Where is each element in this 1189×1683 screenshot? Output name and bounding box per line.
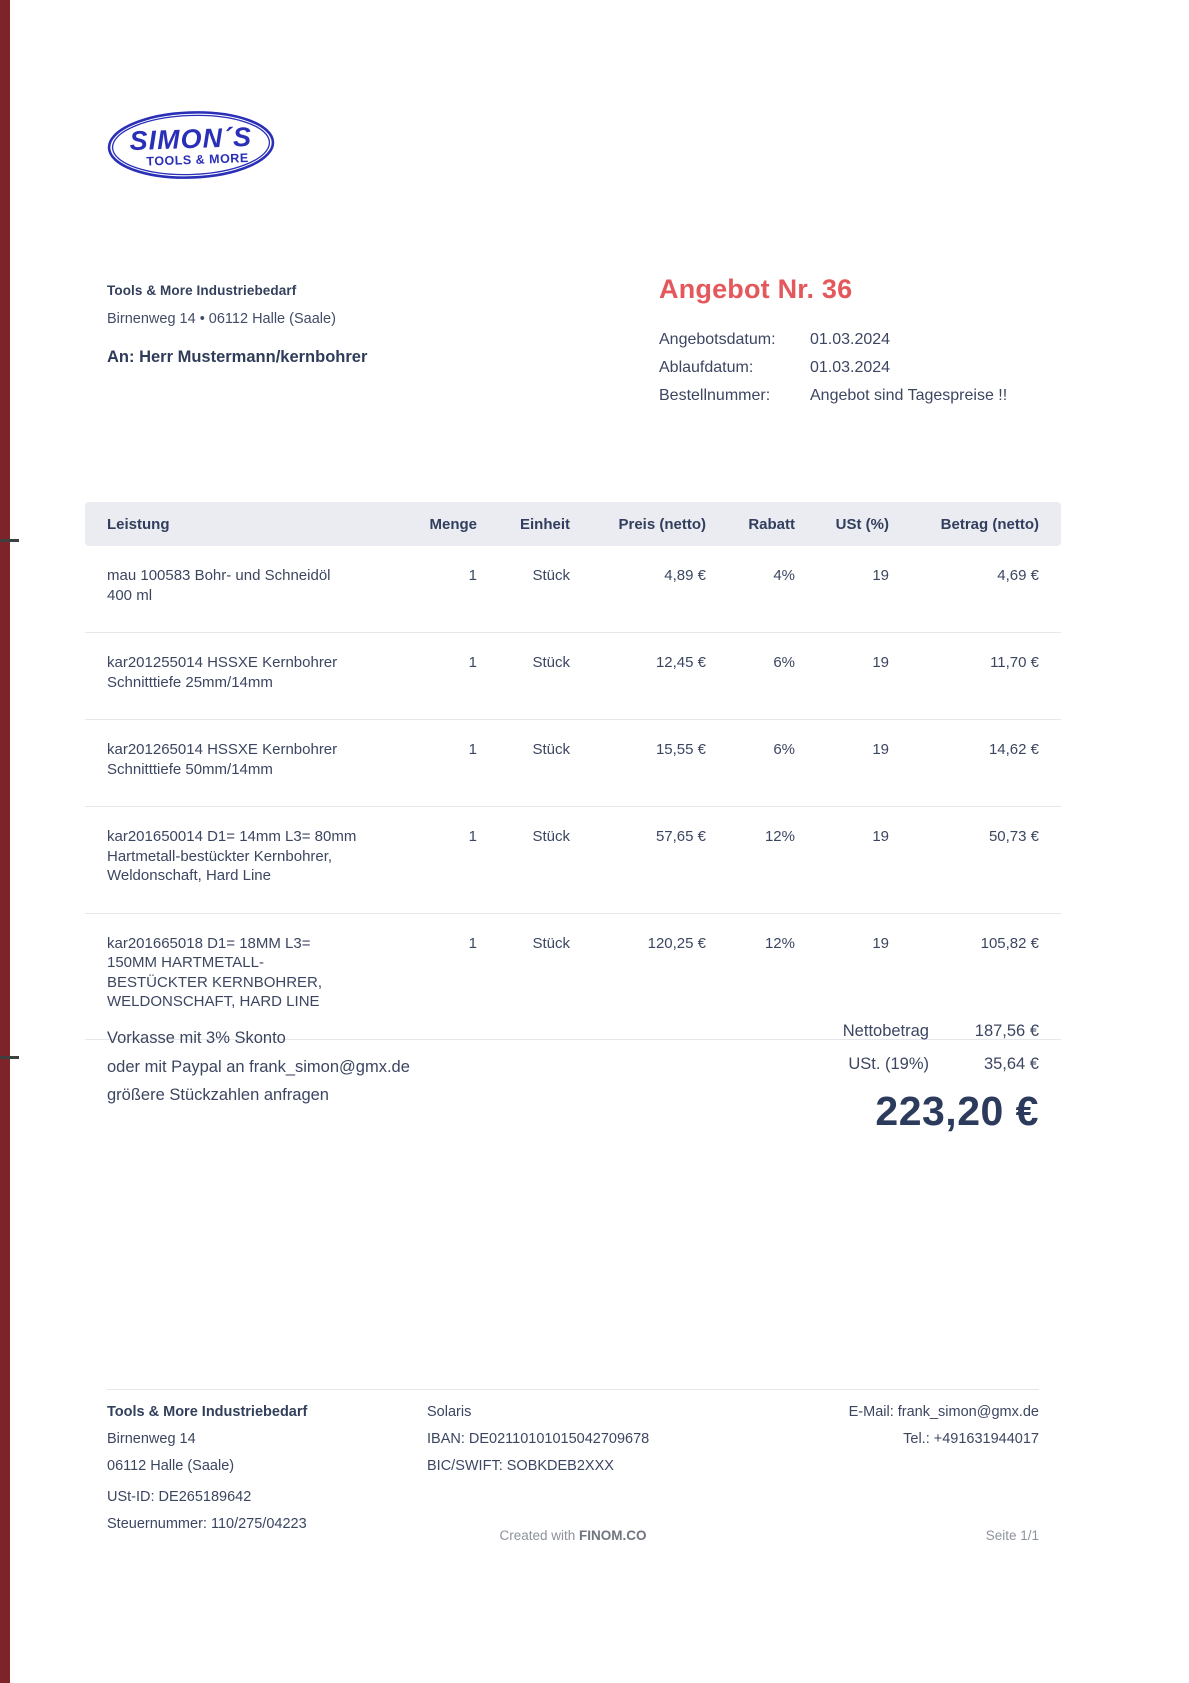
order-number-value: Angebot sind Tagespreise !! [810, 387, 1008, 404]
item-discount: 12% [764, 934, 795, 952]
document-title: Angebot Nr. 36 [659, 274, 853, 304]
note-line-paypal: oder mit Paypal an frank_simon@gmx.de [107, 1057, 410, 1076]
item-unit: Stück [532, 567, 570, 584]
footer-contact-column [782, 1399, 1039, 1538]
item-vat: 19 [872, 654, 889, 671]
item-description: kar201665018 D1= 18MM L3= 150MM HARTMETALL-BESTÜCKTER KERNBOHRER, WELDONSCHAFT, HARD LINE [107, 934, 323, 1010]
document-header [659, 274, 1049, 410]
header-ust: USt (%) [835, 515, 889, 533]
item-amount: 11,70 € [990, 654, 1039, 671]
table-row [85, 633, 1061, 720]
item-vat: 19 [872, 567, 889, 584]
logo-text-line2: TOOLS & MORE [146, 151, 249, 169]
note-line-quantities: größere Stückzahlen anfragen [107, 1086, 329, 1104]
item-discount: 12% [764, 828, 795, 845]
expiry-date-value: 01.03.2024 [810, 359, 891, 376]
header-rabatt: Rabatt [748, 515, 795, 533]
item-description: mau 100583 Bohr- und Schneidöl 400 ml [107, 567, 331, 604]
item-price: 4,89 € [664, 567, 706, 584]
item-unit: Stück [532, 741, 570, 758]
note-line-skonto: Vorkasse mit 3% Skonto [107, 1029, 286, 1047]
table-row [85, 546, 1061, 633]
item-description: kar201650014 D1= 14mm L3= 80mm Hartmetall-bestückter Kernbohrer, Weldonschaft, Hard Line [107, 828, 357, 884]
item-quantity: 1 [468, 828, 477, 845]
page-number: Seite 1/1 [985, 1528, 1039, 1543]
order-number-label: Bestellnummer: [659, 387, 771, 404]
net-total-row [679, 1022, 1039, 1041]
logo-text-line1: SIMON´S [129, 121, 253, 157]
item-amount: 50,73 € [988, 828, 1039, 845]
created-with [107, 1528, 1039, 1543]
item-vat: 19 [872, 741, 889, 758]
meta-row-order-number [659, 382, 1049, 410]
document-meta [659, 326, 1049, 410]
sender-name: Tools & More Industriebedarf [107, 283, 297, 298]
table-header-row [85, 502, 1061, 546]
footer-vat-id: USt-ID: DE265189642 [107, 1489, 252, 1505]
vat-total-label: USt. (19%) [848, 1055, 929, 1073]
item-discount: 6% [773, 741, 795, 758]
item-vat: 19 [872, 828, 889, 845]
header-betrag-netto: Betrag (netto) [940, 515, 1039, 533]
footer-tax-number: Steuernummer: 110/275/04223 [107, 1516, 307, 1532]
footer-company-city: 06112 Halle (Saale) [107, 1458, 235, 1474]
item-description: kar201255014 HSSXE Kernbohrer Schnitttiefe 25mm/14mm [107, 654, 338, 691]
item-vat: 19 [872, 934, 889, 952]
table-row [85, 914, 1061, 1040]
item-unit: Stück [532, 934, 570, 952]
simons-tools-logo-icon [105, 108, 277, 182]
page-footer [107, 1389, 1039, 1538]
recipient-line: An: Herr Mustermann/kernbohrer [107, 348, 368, 366]
payment-notes [107, 1024, 567, 1110]
item-price: 57,65 € [655, 828, 706, 845]
expiry-date-label: Ablaufdatum: [659, 359, 754, 376]
meta-row-offer-date [659, 326, 1049, 354]
meta-row-expiry-date [659, 354, 1049, 382]
line-items-table [85, 502, 1061, 1040]
header-einheit: Einheit [519, 515, 570, 533]
vat-total-row [679, 1055, 1039, 1074]
item-quantity: 1 [468, 567, 477, 584]
item-amount: 14,62 € [988, 741, 1039, 758]
footer-bic: BIC/SWIFT: SOBKDEB2XXX [427, 1458, 614, 1474]
item-quantity: 1 [468, 654, 477, 671]
item-quantity: 1 [468, 741, 477, 758]
footer-email: E-Mail: frank_simon@gmx.de [848, 1404, 1039, 1420]
header-menge: Menge [429, 515, 477, 533]
created-with-prefix: Created with [499, 1528, 580, 1543]
net-total-label: Nettobetrag [842, 1022, 929, 1040]
company-logo [105, 108, 277, 187]
footer-iban: IBAN: DE02110101015042709678 [427, 1431, 650, 1447]
item-unit: Stück [532, 828, 570, 845]
vat-total-value: 35,64 € [983, 1055, 1039, 1073]
footer-phone: Tel.: +491631944017 [903, 1431, 1039, 1447]
footer-bank-column [427, 1399, 782, 1538]
sender-address: Birnenweg 14 • 06112 Halle (Saale) [107, 311, 336, 327]
offer-date-label: Angebotsdatum: [659, 331, 776, 348]
item-amount: 105,82 € [980, 934, 1039, 952]
table-row [85, 807, 1061, 914]
footer-bank-name: Solaris [427, 1404, 472, 1420]
page-edge-stripe [0, 0, 10, 1683]
item-amount: 4,69 € [997, 567, 1039, 584]
fold-mark-top [0, 539, 19, 542]
item-price: 120,25 € [647, 934, 706, 952]
offer-date-value: 01.03.2024 [810, 331, 891, 348]
sender-block [107, 283, 336, 327]
item-discount: 4% [773, 567, 795, 584]
item-price: 15,55 € [655, 741, 706, 758]
item-unit: Stück [532, 654, 570, 671]
footer-company-column [107, 1399, 427, 1538]
grand-total-value: 223,20 € [875, 1088, 1039, 1134]
header-preis-netto: Preis (netto) [618, 515, 706, 533]
net-total-value: 187,56 € [974, 1022, 1039, 1040]
fold-mark-bottom [0, 1056, 19, 1059]
item-quantity: 1 [468, 934, 477, 952]
header-leistung: Leistung [107, 515, 170, 533]
footer-company-name: Tools & More Industriebedarf [107, 1404, 308, 1420]
totals-block [679, 1022, 1039, 1135]
created-with-brand: FINOM.CO [579, 1528, 647, 1543]
footer-company-street: Birnenweg 14 [107, 1431, 196, 1447]
table-row [85, 720, 1061, 807]
item-discount: 6% [773, 654, 795, 671]
bottom-line [107, 1528, 1039, 1548]
item-price: 12,45 € [655, 654, 706, 671]
item-description: kar201265014 HSSXE Kernbohrer Schnitttiefe 50mm/14mm [107, 741, 338, 778]
